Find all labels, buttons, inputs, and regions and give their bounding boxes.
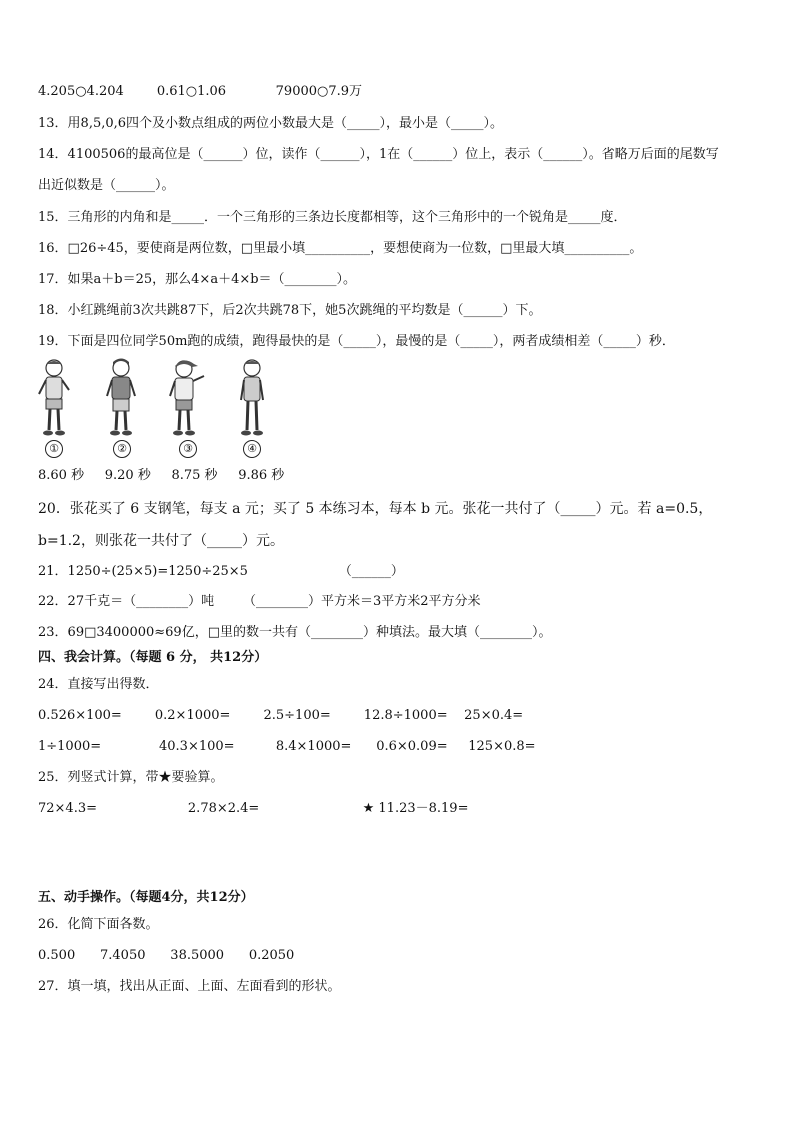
q13: 13．用8,5,0,6四个及小数点组成的两位小数最大是（_____），最小是（_____）。 — [38, 116, 504, 131]
q23: 23．69□3400000≈69亿，□里的数一共有（________）种填法。最大填（________）。 — [38, 625, 552, 640]
q19-times: 8.60 秒 9.20 秒 8.75 秒 9.86 秒 — [38, 468, 285, 483]
figure-label-2: ② — [113, 440, 131, 458]
section-5-heading: 五、动手操作。（每题4分，共12分） — [38, 890, 254, 905]
q24: 24．直接写出得数． — [38, 677, 159, 692]
figure-label-4: ④ — [243, 440, 261, 458]
q18: 18．小红跳绳前3次共跳87下，后2次共跳78下，她5次跳绳的平均数是（______）下。 — [38, 303, 542, 318]
student-1-image — [34, 358, 74, 442]
q26: 26．化简下面各数。 — [38, 917, 159, 932]
q27: 27．填一填，找出从正面、上面、左面看到的形状。 — [38, 979, 341, 994]
q21: 21．1250÷(25×5)=1250÷25×5 （______） — [38, 564, 404, 579]
q26-row: 0.500 7.4050 38.5000 0.2050 — [38, 948, 295, 963]
q19: 19．下面是四位同学50m跑的成绩，跑得最快的是（_____），最慢的是（_____），两者成绩相差（_____）秒． — [38, 334, 675, 349]
q20-line2: b=1.2，则张花一共付了（_____）元。 — [38, 533, 284, 549]
student-4-image — [232, 358, 272, 442]
student-3-image — [164, 358, 212, 442]
q24-row1: 0.526×100= 0.2×1000= 2.5÷100= 12.8÷1000= 25×0.4= — [38, 708, 524, 723]
q14-line2: 出近似数是（______）。 — [38, 178, 175, 193]
q25: 25．列竖式计算，带★要验算。 — [38, 770, 224, 785]
figure-label-1: ① — [45, 440, 63, 458]
q14-line1: 14．4100506的最高位是（______）位，读作（______），1在（______）位上，表示（______）。省略万后面的尾数写 — [38, 147, 719, 162]
q20-line1: 20．张花买了 6 支钢笔，每支 a 元；买了 5 本练习本，每本 b 元。张花一共付了（_____）元。若 a=0.5， — [38, 501, 713, 517]
q12-compare-row: 4.205○4.204 0.61○1.06 79000○7.9万 — [38, 84, 363, 99]
section-4-heading: 四、我会计算。（每题 6 分， 共12分） — [38, 650, 268, 665]
q24-row2: 1÷1000= 40.3×100= 8.4×1000= 0.6×0.09= 125×0.8= — [38, 739, 536, 754]
figure-label-3: ③ — [179, 440, 197, 458]
q25-row: 72×4.3= 2.78×2.4= ★ 11.23－8.19= — [38, 801, 469, 816]
q17: 17．如果a＋b＝25，那么4×a＋4×b＝（________）。 — [38, 272, 357, 287]
q22: 22．27千克＝（________）吨 （________）平方米＝3平方米2平方分米 — [38, 594, 481, 609]
q15: 15．三角形的内角和是_____．一个三角形的三条边长度都相等，这个三角形中的一个锐角是_____度． — [38, 210, 627, 225]
student-2-image — [101, 358, 141, 442]
q16: 16．□26÷45，要使商是两位数，□里最小填__________，要想使商为一位数，□里最大填__________。 — [38, 241, 643, 256]
